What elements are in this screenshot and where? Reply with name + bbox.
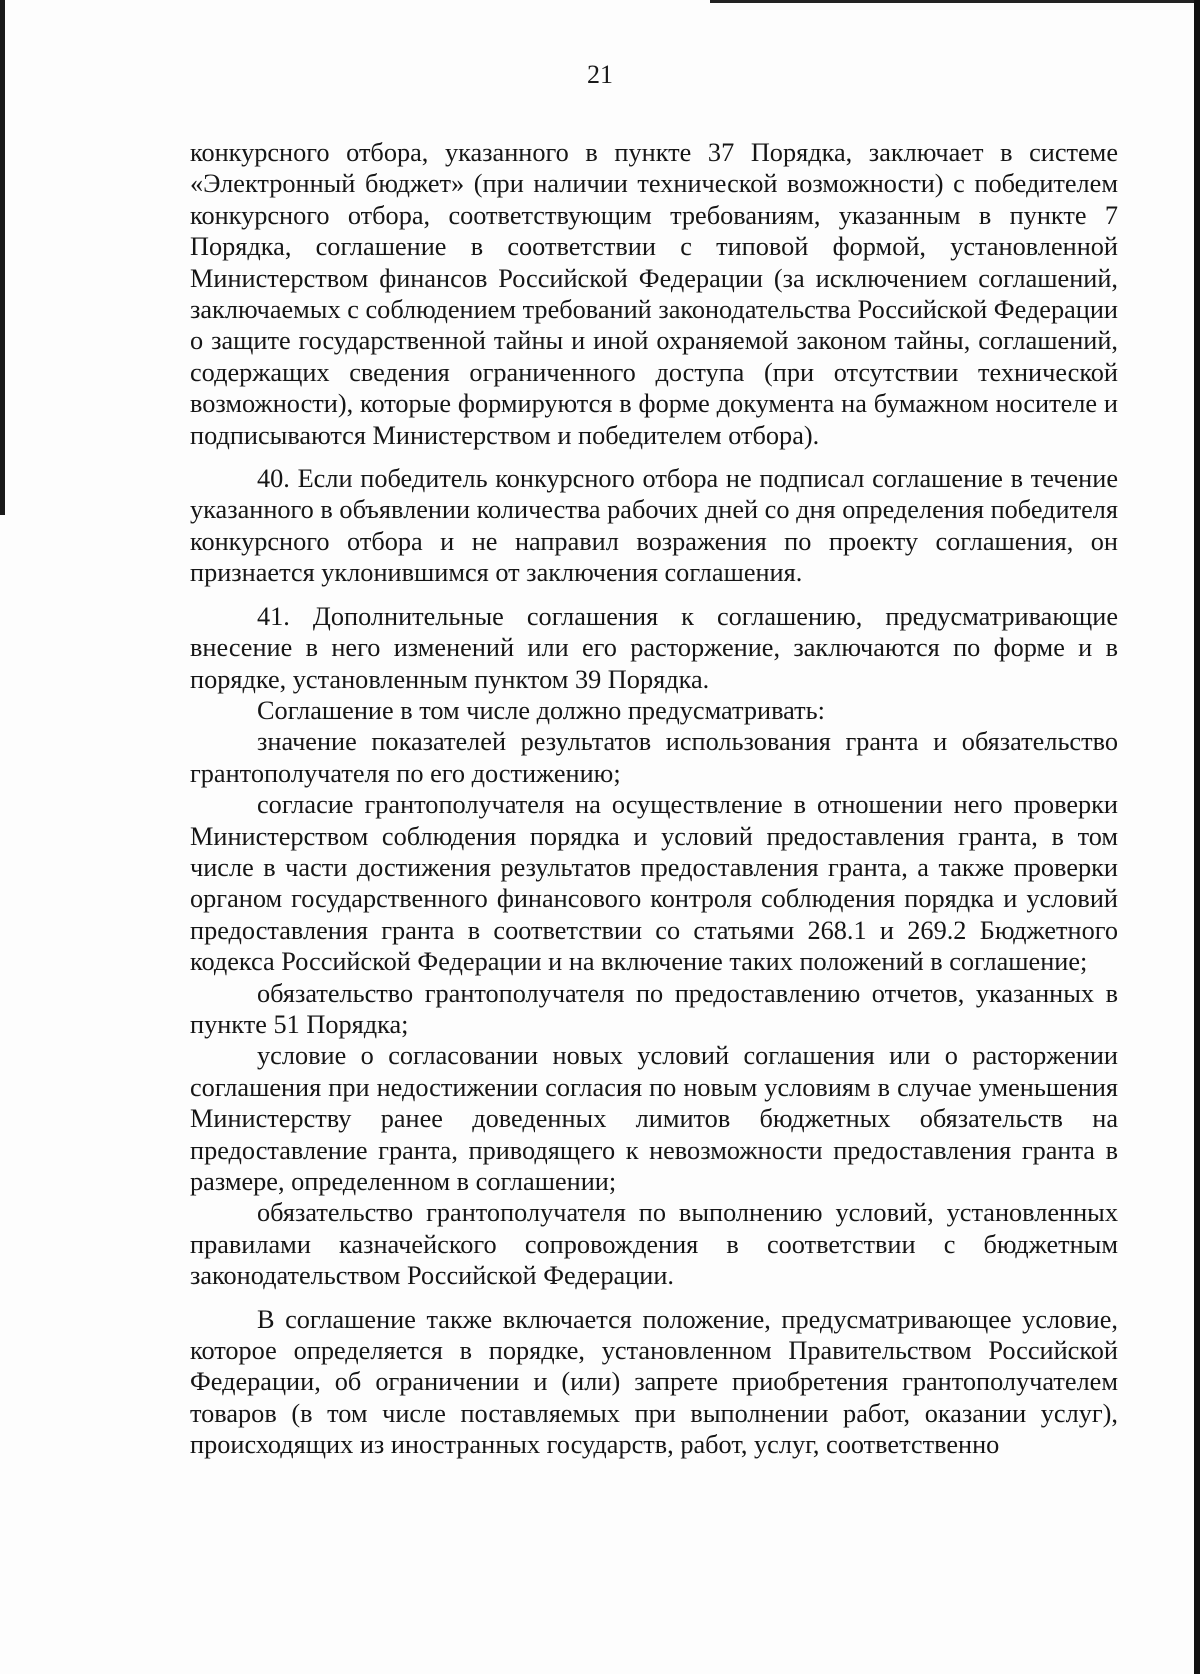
paragraph-import-restriction: В соглашение также включается положение, предусматривающее условие, которое определяется в порядке, установленном Правительством Российской Федерации, об ограничении и (или) запрете приобретения грантополучателем товаров (в том числе поставляемых при выполнении работ, оказании услуг), происходящих из иностранных государств, работ, услуг, соответственно	[190, 1304, 1118, 1460]
paragraph-item-41: 41. Дополнительные соглашения к соглашению, предусматривающие внесение в него изменений или его расторжение, заключаются по форме и в порядке, установленным пунктом 39 Порядка.	[190, 601, 1118, 694]
paragraph-condition-reports: обязательство грантополучателя по предоставлению отчетов, указанных в пункте 51 Порядка;	[190, 978, 1118, 1039]
paragraph-continuation: конкурсного отбора, указанного в пункте 37 Порядка, заключает в системе «Электронный бюджет» (при наличии технической возможности) с победителем конкурсного отбора, соответствующим требованиям, указанным в пункте 7 Порядка, соглашение в соответствии с типовой формой, установленной Министерством финансов Российской Федерации (за исключением соглашений, заключаемых с соблюдением требований законодательства Российской Федерации о защите государственной тайны и иной охраняемой законом тайны, соглашений, содержащих сведения ограниченного доступа (при отсутствии технической возможности), которые формируются в форме документа на бумажном носителе и подписываются Министерством и победителем отбора).	[190, 138, 1118, 450]
page-number: 21	[587, 60, 613, 89]
scan-edge-top	[710, 0, 1200, 3]
scan-edge-right	[1194, 0, 1200, 1674]
paragraph-agreement-intro: Соглашение в том числе должно предусматривать:	[257, 695, 825, 725]
paragraph-item-40: 40. Если победитель конкурсного отбора не подписал соглашение в течение указанного в объявлении количества рабочих дней со дня определения победителя конкурсного отбора и не направил возражения по проекту соглашения, он признается уклонившимся от заключения соглашения.	[190, 464, 1118, 588]
paragraph-condition-inspection: согласие грантополучателя на осуществление в отношении него проверки Министерством соблюдения порядка и условий предоставления гранта, в том числе в части достижения результатов предоставления гранта, а также проверки органом государственного финансового контроля соблюдения порядка и условий предоставления гранта в соответствии со статьями 268.1 и 269.2 Бюджетного кодекса Российской Федерации и на включение таких положений в соглашение;	[190, 790, 1118, 977]
paragraph-condition-new-terms: условие о согласовании новых условий соглашения или о расторжении соглашения при недостижении согласия по новым условиям в случае уменьшения Министерству ранее доведенных лимитов бюджетных обязательств на предоставление гранта, приводящего к невозможности предоставления гранта в размере, определенном в соглашении;	[190, 1041, 1118, 1196]
paragraph-condition-indicators: значение показателей результатов использования гранта и обязательство грантополучателя по его достижению;	[190, 727, 1118, 788]
document-body	[190, 137, 1118, 1461]
paragraph-condition-treasury: обязательство грантополучателя по выполнению условий, установленных правилами казначейского сопровождения в соответствии с бюджетным законодательством Российской Федерации.	[190, 1198, 1118, 1291]
